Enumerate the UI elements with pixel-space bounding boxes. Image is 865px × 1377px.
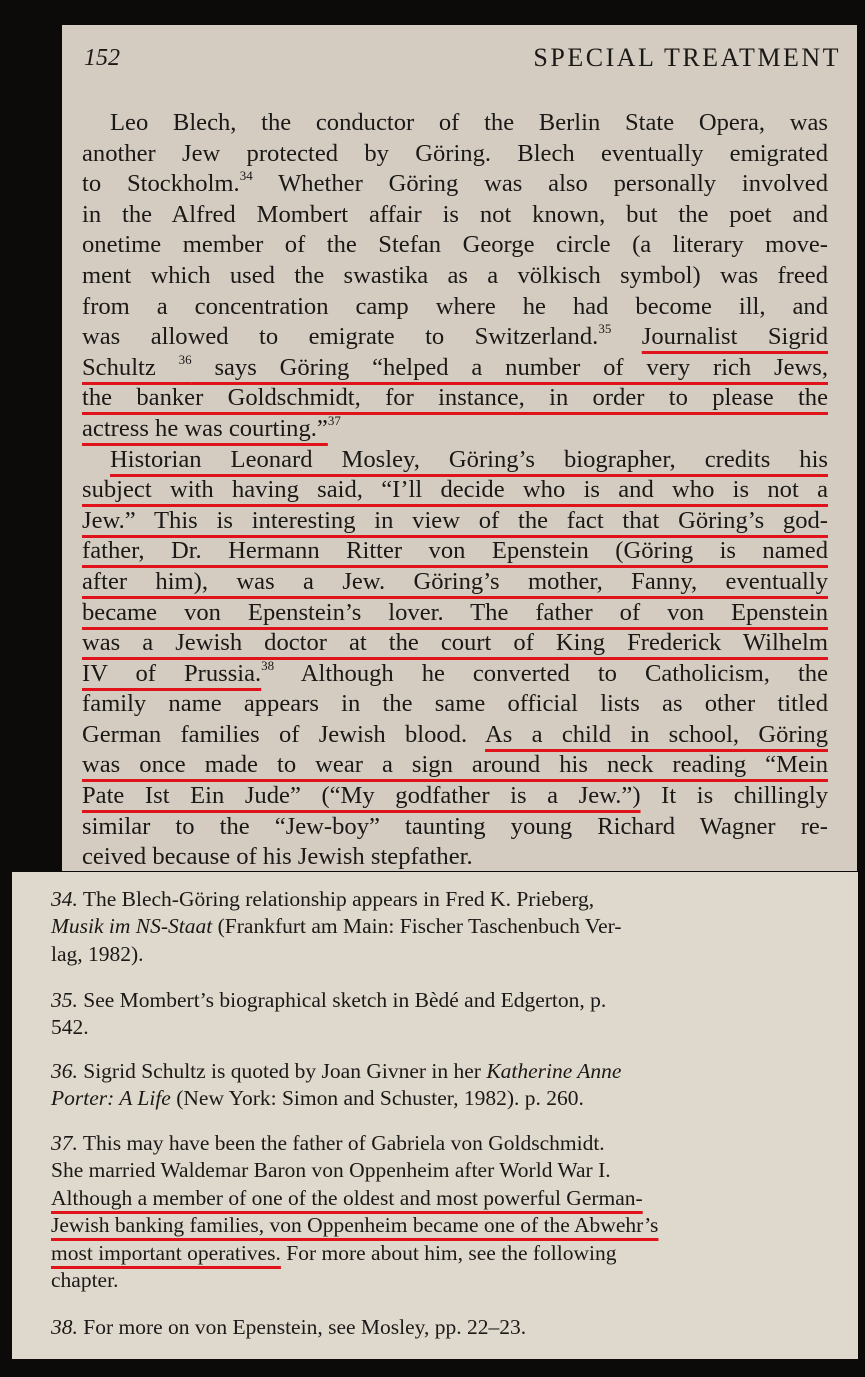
highlighted-text: Journalist Sigrid: [641, 323, 829, 351]
text-line: onetime member of the Stefan George circle (a literary move-: [82, 231, 828, 259]
text-line: was allowed to emigrate to Switzerland.$^{35}$ Journalist Sigrid: [82, 320, 829, 351]
text-line: actress he was courting.”$^{37}$: [82, 412, 341, 442]
text-line: in the Alfred Mombert affair is not known, but the poet and: [82, 200, 828, 228]
text-line: family name appears in the same official lists as other titled: [82, 690, 828, 718]
footnote-ref-36[interactable]: 36: [178, 351, 192, 367]
footnote-38: 38. For more on von Epenstein, see Mosley, pp. 22–23.: [51, 1315, 527, 1339]
page-number: 152: [84, 45, 120, 71]
text-line: Schultz $^{36}$ says Göring “helped a number of very rich Jews,: [82, 351, 828, 381]
text-line: another Jew protected by Göring. Blech eventually emigrated: [82, 139, 828, 167]
text-line: the banker Goldschmidt, for instance, in order to please the: [82, 384, 828, 412]
text-line: ment which used the swastika as a völkisch symbol) was freed: [82, 261, 828, 289]
footnote-35: 35. See Mombert’s biographical sketch in Bèdé and Edgerton, p. 542.: [51, 988, 607, 1040]
text-line: Jew.” This is interesting in view of the fact that Göring’s god-: [82, 506, 828, 534]
page-header: [62, 43, 857, 79]
text-line: subject with having said, “I’ll decide who is and who is not a: [82, 476, 828, 504]
text-line: to Stockholm.$^{34}$ Whether Göring was also personally involved: [82, 168, 828, 198]
text-line: was once made to wear a sign around his neck reading “Mein: [82, 751, 828, 779]
footnote-ref-37[interactable]: 37: [327, 412, 341, 428]
text-line: father, Dr. Hermann Ritter von Epenstein (Göring is named: [82, 537, 828, 565]
footnotes-section: [12, 872, 858, 1359]
footnote-ref-34[interactable]: 34: [239, 168, 253, 183]
footnote-ref-38[interactable]: 38: [261, 657, 275, 673]
footnote-36: 36. Sigrid Schultz is quoted by Joan Givner in her Katherine Anne Porter: A Life (New York: Simon and Schuster, 1982). p. 260.: [51, 1059, 622, 1111]
text-line: similar to the “Jew-boy” taunting young Richard Wagner re-: [82, 812, 828, 840]
highlighted-text: As a child in school, Göring: [485, 720, 828, 748]
main-text: [82, 108, 828, 873]
footnote-37: 37. This may have been the father of Gabriela von Goldschmidt. She married Waldemar Baron von Oppenheim after World War I. Although a member of one of the oldest and most powerful German- Jewish banking families, von Oppenheim became one of the Abwehr’s most important operatives. For more about him, see the following chapter.: [51, 1131, 659, 1292]
footnote-ref-35[interactable]: 35: [598, 320, 612, 336]
text-line: after him), was a Jew. Göring’s mother, Fanny, eventually: [82, 567, 828, 595]
book-page: [62, 25, 857, 871]
text-line: ceived because of his Jewish stepfather.: [82, 843, 473, 871]
text-line: became von Epenstein’s lover. The father of von Epenstein: [82, 598, 828, 626]
footnote-34: 34. The Blech-Göring relationship appears in Fred K. Prieberg, Musik im NS-Staat (Frankfurt am Main: Fischer Taschenbuch Ver- lag, 1982).: [51, 887, 622, 966]
running-head: SPECIAL TREATMENT: [533, 43, 841, 72]
text-line: Pate Ist Ein Jude” (“My godfather is a Jew.”) It is chillingly: [82, 782, 829, 810]
text-line: Historian Leonard Mosley, Göring’s biographer, credits his: [110, 445, 828, 473]
text-line: German families of Jewish blood. As a child in school, Göring: [82, 720, 828, 748]
text-line: from a concentration camp where he had become ill, and: [82, 292, 828, 320]
text-line: was a Jewish doctor at the court of King Frederick Wilhelm: [82, 629, 828, 657]
text-line: IV of Prussia.$^{38}$ Although he converted to Catholicism, the: [82, 657, 828, 687]
text-line: Leo Blech, the conductor of the Berlin State Opera, was: [110, 109, 828, 136]
